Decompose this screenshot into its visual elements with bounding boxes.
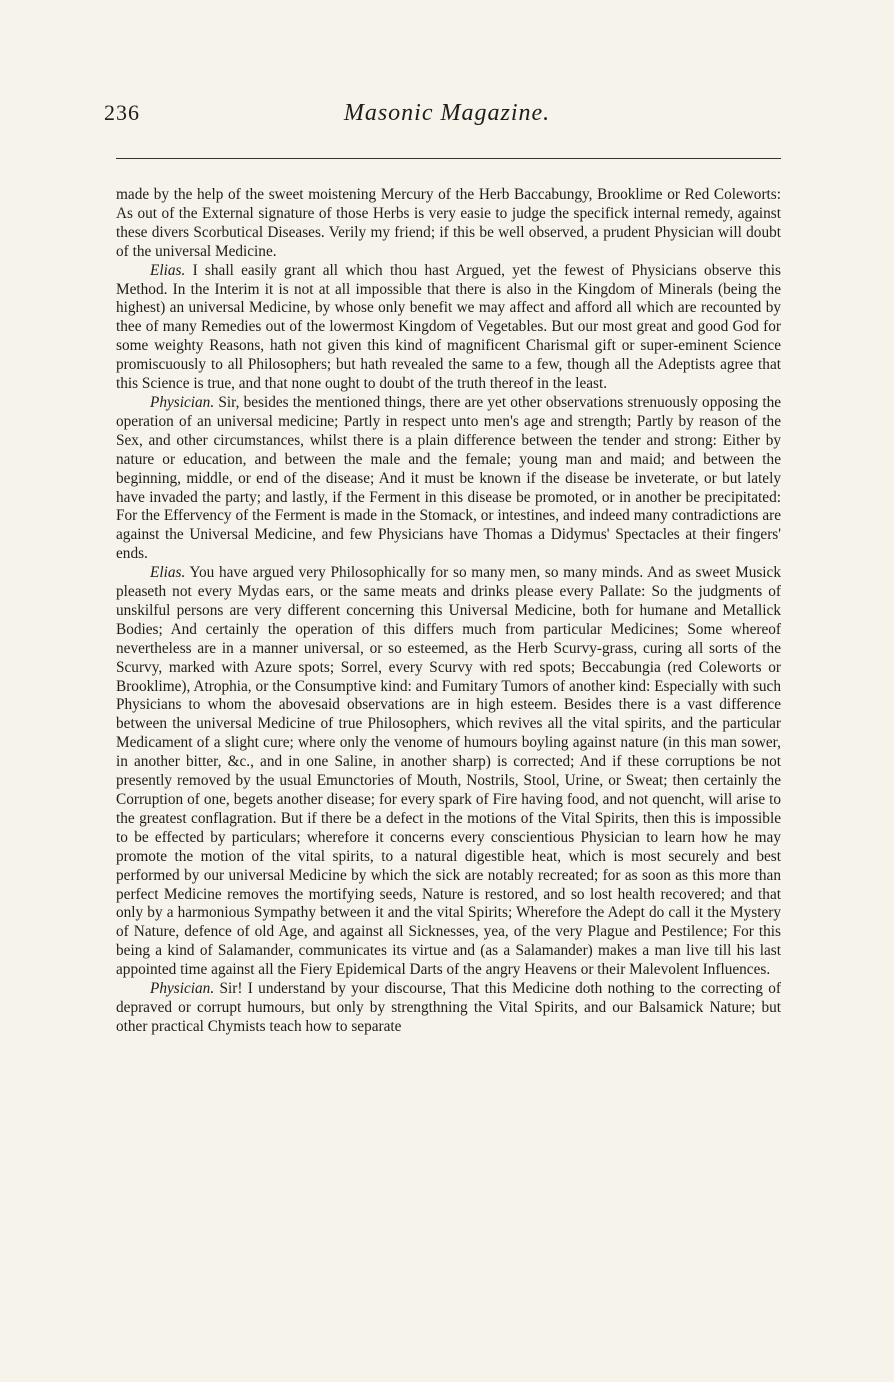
article-body <box>116 186 781 1037</box>
paragraph-text: You have argued very Philosophically for so many men, so many minds. And as sweet Musick pleaseth not every Mydas ears, or the same meats and drinks please every Pallate: So the judgments of unskilful persons are very different concerning this Universal Medicine, both for humane and Metallick Bodies; And certainly the operation of this differs much from particular Medicines; Some whereof nevertheless are in a manner universal, or so esteemed, as the Herb Scurvy-grass, curing all sorts of the Scurvy, marked with Azure spots; Sorrel, every Scurvy with red spots; Beccabungia (red Coleworts or Brooklime), Atrophia, or the Consumptive kind: and Fumitary Tumors of another kind: Especially with such Physicians to whom the abovesaid observations are in high esteem. Besides there is a vast difference between the universal Medicine of true Philosophers, which revives all the vital spirits, and the particular Medicament of a slight cure; where only the venome of humours boyling against nature (in this man sower, in another bitter, &c., and in one Saline, in another sharp) is corrected; And if these corruptions be not presently removed by the usual Emunctories of Mouth, Nostrils, Stool, Urine, or Sweat; then certainly the Corruption of one, begets another disease; for every spark of Fire having food, and not quencht, will arise to the greatest conflagration. But if there be a defect in the motions of the Vital Spirits, then this is impossible to be effected by particulars; wherefore it concerns every conscientious Physician to learn how he may promote the motion of the vital spirits, to a natural digestible heat, which is most securely and best performed by our universal Medicine by which the sick are notably recreated; for as soon as this more than perfect Medicine removes the mortifying seeds, Nature is restored, and so lost health recovered; and that only by a harmonious Sympathy between it and the vital Spirits; Wherefore the Adept do call it the Mystery of Nature, defence of old Age, and against all Sicknesses, yea, of the very Plague and Pestilence; For this being a kind of Salamander, communicates its virtue and (as a Salamander) makes a man live till his last appointed time against all the Fiery Epidemical Darts of the angry Heavens or their Malevolent Influences. <box>116 564 781 979</box>
paragraph-text: Sir, besides the mentioned things, there are yet other observations strenuously opposing the operation of an universal medicine; Partly in respect unto men's age and strength; Partly by reason of the Sex, and other circumstances, whilst there is a plain difference between the tender and strong: Either by nature or education, and between the male and the female; young man and maid; and between the beginning, middle, or end of the disease; And it must be known if the disease be inveterate, or but lately have invaded the party; and lastly, if the Ferment in this disease be promoted, or in another be precipitated: For the Effervency of the Ferment is made in the Stomack, or intestines, and indeed many contradictions are against the Universal Medicine, and few Physicians have Thomas a Didymus' Spectacles at their fingers' ends. <box>116 393 782 563</box>
paragraph <box>116 980 781 1037</box>
paragraph <box>116 262 781 394</box>
page-number: 236 <box>104 100 140 125</box>
paragraph <box>116 564 781 980</box>
running-head: Masonic Magazine. <box>343 100 551 126</box>
header-rule <box>116 158 781 159</box>
paragraph <box>116 394 781 564</box>
paragraph-text: I shall easily grant all which thou hast Argued, yet the fewest of Physicians observe this Method. In the Interim it is not at all impossible that there is also in the Kingdom of Minerals (being the highest) an universal Medicine, by whose only benefit we may affect and afford all which are recounted by thee of many Remedies out of the lowermost Kingdom of Vegetables. But our most great and good God for some weighty Reasons, hath not given this kind of magnificent Charismal gift or super-eminent Science promiscuously to all Philosophers; but hath revealed the same to a few, though all the Adeptists agree that this Science is true, and that none ought to doubt of the truth thereof in the least. <box>116 261 781 393</box>
speaker-name: Elias. <box>150 564 186 582</box>
paragraph-text: made by the help of the sweet moistening Mercury of the Herb Baccabungy, Brooklime or Red Coleworts: As out of the External signature of those Herbs is very easie to judge the specifick internal remedy, against these divers Scorbutical Diseases. Verily my friend; if this be well observed, a prudent Physician will doubt of the universal Medicine. <box>116 186 781 260</box>
speaker-name: Elias. <box>150 261 186 279</box>
speaker-name: Physician. <box>150 980 215 998</box>
paragraph <box>116 186 781 262</box>
speaker-name: Physician. <box>150 393 215 411</box>
paragraph-text: Sir! I understand by your discourse, That this Medicine doth nothing to the correcting of depraved or corrupt humours, but only by strengthning the Vital Spirits, and our Balsamick Nature; but other practical Chymists teach how to separate <box>116 980 781 1035</box>
